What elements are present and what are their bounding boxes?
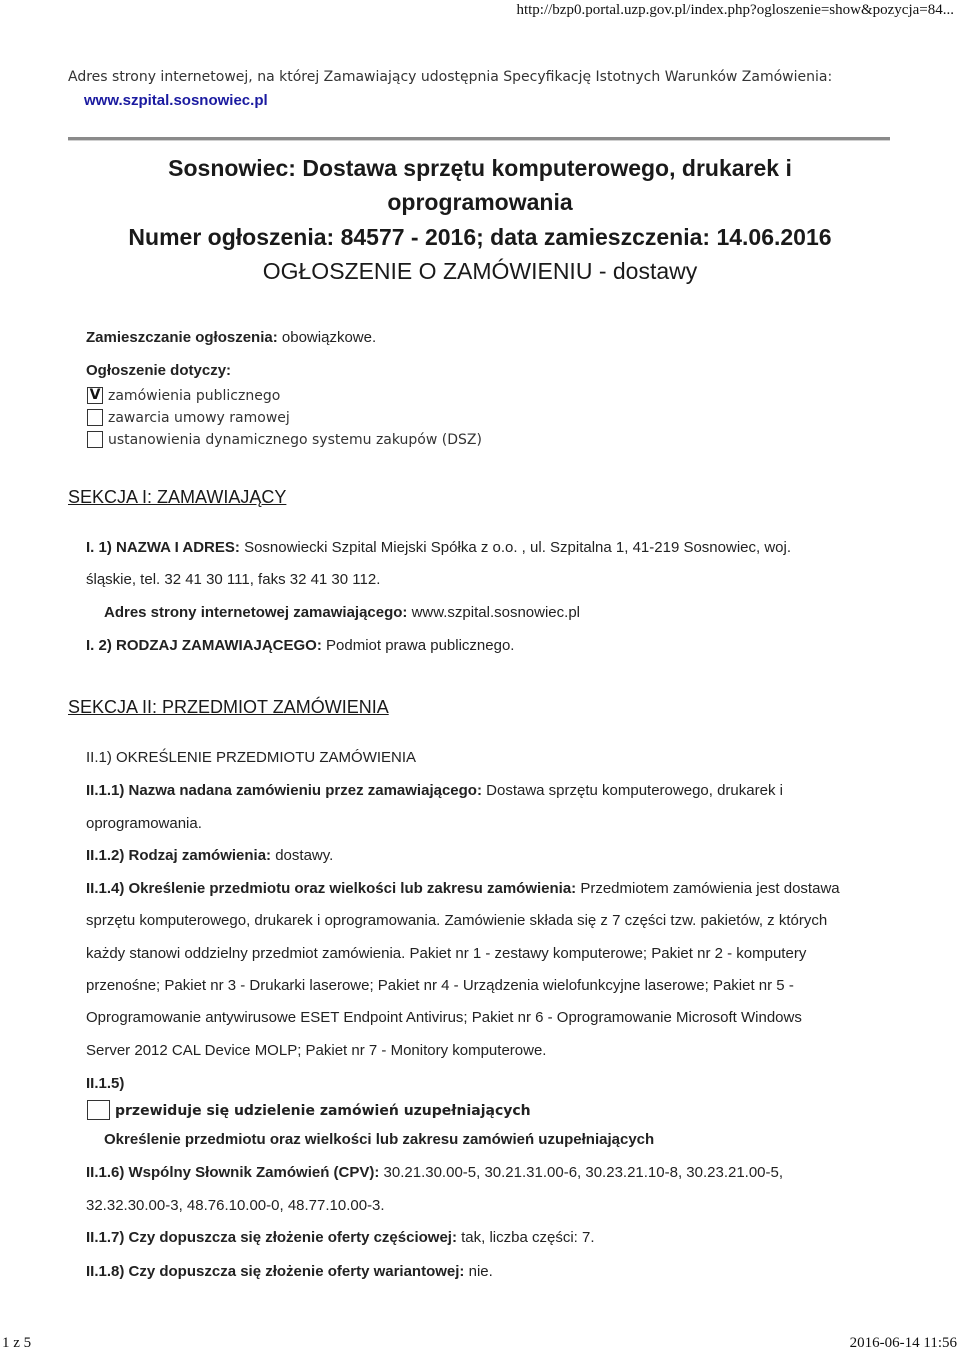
order-kind-row	[86, 847, 333, 864]
cpv-value: 30.21.30.00-5, 30.21.31.00-6, 30.23.21.10-8, 30.23.21.00-5,	[383, 1164, 784, 1181]
option-dynamic-purchasing: ustanowienia dynamicznego systemu zakupów (DSZ)	[108, 432, 482, 448]
cpv-label: II.1.6) Wspólny Słownik Zamówień (CPV):	[86, 1164, 380, 1181]
order-name-label: II.1.1) Nazwa nadana zamówieniu przez zamawiającego:	[86, 782, 482, 799]
checkbox-framework-agreement[interactable]	[87, 409, 103, 426]
supplementary-description: Określenie przedmiotu oraz wielkości lub zakresu zamówień uzupełniających	[104, 1131, 655, 1148]
contracting-type-label: I. 2) RODZAJ ZAMAWIAJĄCEGO:	[86, 637, 322, 654]
contracting-name-line1	[86, 539, 791, 556]
variant-offer-label: II.1.8) Czy dopuszcza się złożenie oferty wariantowej:	[86, 1263, 465, 1280]
order-desc-line4: przenośne; Pakiet nr 3 - Drukarki laserowe; Pakiet nr 4 - Urządzenia wielofunkcyjne laserowe; Pakiet nr 5 -	[86, 977, 794, 994]
partial-offer-value: tak, liczba części: 7.	[461, 1229, 595, 1246]
notice-title-line1: Sosnowiec: Dostawa sprzętu komputerowego, drukarek i	[168, 155, 792, 181]
subject-definition-heading: II.1) OKREŚLENIE PRZEDMIOTU ZAMÓWIENIA	[86, 749, 417, 766]
order-desc-label: II.1.4) Określenie przedmiotu oraz wielkości lub zakresu zamówienia:	[86, 880, 577, 897]
order-kind-value: dostawy.	[275, 847, 334, 864]
order-desc-line6: Server 2012 CAL Device MOLP; Pakiet nr 7 - Monitory komputerowe.	[86, 1042, 547, 1059]
section2-heading: SEKCJA II: PRZEDMIOT ZAMÓWIENIA	[68, 697, 389, 717]
checkbox-dynamic-purchasing[interactable]	[87, 431, 103, 448]
checkbox-supplementary-orders[interactable]	[87, 1100, 110, 1120]
posting-value: obowiązkowe.	[281, 329, 377, 346]
concerns-label: Ogłoszenie dotyczy:	[86, 362, 232, 379]
cpv-line2: 32.32.30.00-3, 48.76.10.00-0, 48.77.10.00-3.	[86, 1197, 385, 1214]
supplementary-label: II.1.5)	[86, 1075, 125, 1092]
supplementary-option-label: przewiduje się udzielenie zamówień uzupełniających	[115, 1103, 531, 1119]
page-url: http://bzp0.portal.uzp.gov.pl/index.php?ogloszenie=show&pozycja=84...	[516, 2, 954, 18]
partial-offer-row	[86, 1229, 595, 1246]
section1-heading: SEKCJA I: ZAMAWIAJĄCY	[68, 487, 287, 507]
order-kind-label: II.1.2) Rodzaj zamówienia:	[86, 847, 272, 864]
notice-number-date: Numer ogłoszenia: 84577 - 2016; data zamieszczenia: 14.06.2016	[128, 224, 832, 250]
contracting-name-line2: śląskie, tel. 32 41 30 111, faks 32 41 30 112.	[86, 571, 381, 588]
order-desc-line5: Oprogramowanie antywirusowe ESET Endpoint Antivirus; Pakiet nr 6 - Oprogramowanie Microsoft Windows	[86, 1009, 802, 1026]
order-desc-line1	[86, 880, 840, 897]
variant-offer-value: nie.	[468, 1263, 493, 1280]
contracting-type-row	[86, 637, 514, 654]
checkbox-public-procurement[interactable]: V	[87, 387, 103, 404]
horizontal-rule	[68, 137, 890, 141]
print-datetime: 2016-06-14 11:56	[849, 1335, 957, 1351]
posting-label: Zamieszczanie ogłoszenia:	[86, 329, 278, 346]
option-public-procurement: zamówienia publicznego	[108, 388, 281, 404]
cpv-line1	[86, 1164, 783, 1181]
order-name-value: Dostawa sprzętu komputerowego, drukarek i	[486, 782, 783, 799]
contracting-web-label: Adres strony internetowej zamawiającego:	[104, 604, 408, 621]
order-desc-line2: sprzętu komputerowego, drukarek i oprogramowania. Zamówienie składa się z 7 części tzw. pakietów, z których	[86, 912, 828, 929]
order-name-line2: oprogramowania.	[86, 815, 202, 832]
order-desc-line3: każdy stanowi oddzielny przedmiot zamówienia. Pakiet nr 1 - zestawy komputerowe; Pakiet nr 2 - komputery	[86, 945, 807, 962]
notice-title-line2: oprogramowania	[387, 189, 573, 215]
variant-offer-row	[86, 1263, 493, 1280]
contracting-name-value: Sosnowiecki Szpital Miejski Spółka z o.o. , ul. Szpitalna 1, 41-219 Sosnowiec, woj.	[244, 539, 791, 556]
contracting-name-label: I. 1) NAZWA I ADRES:	[86, 539, 240, 556]
order-name-line1	[86, 782, 783, 799]
siwz-address-label: Adres strony internetowej, na której Zamawiający udostępnia Specyfikację Istotnych Warunków Zamówienia:	[68, 69, 833, 85]
notice-type: OGŁOSZENIE O ZAMÓWIENIU - dostawy	[262, 258, 698, 284]
page-number: 1 z 5	[2, 1335, 32, 1351]
contracting-web-row	[104, 604, 580, 621]
contracting-type-value: Podmiot prawa publicznego.	[326, 637, 515, 654]
option-framework-agreement: zawarcia umowy ramowej	[108, 410, 290, 426]
order-desc-value: Przedmiotem zamówienia jest dostawa	[580, 880, 840, 897]
contracting-web-value[interactable]: www.szpital.sosnowiec.pl	[411, 604, 580, 621]
posting-row	[86, 329, 376, 346]
siwz-link[interactable]: www.szpital.sosnowiec.pl	[84, 92, 268, 109]
partial-offer-label: II.1.7) Czy dopuszcza się złożenie oferty częściowej:	[86, 1229, 457, 1246]
